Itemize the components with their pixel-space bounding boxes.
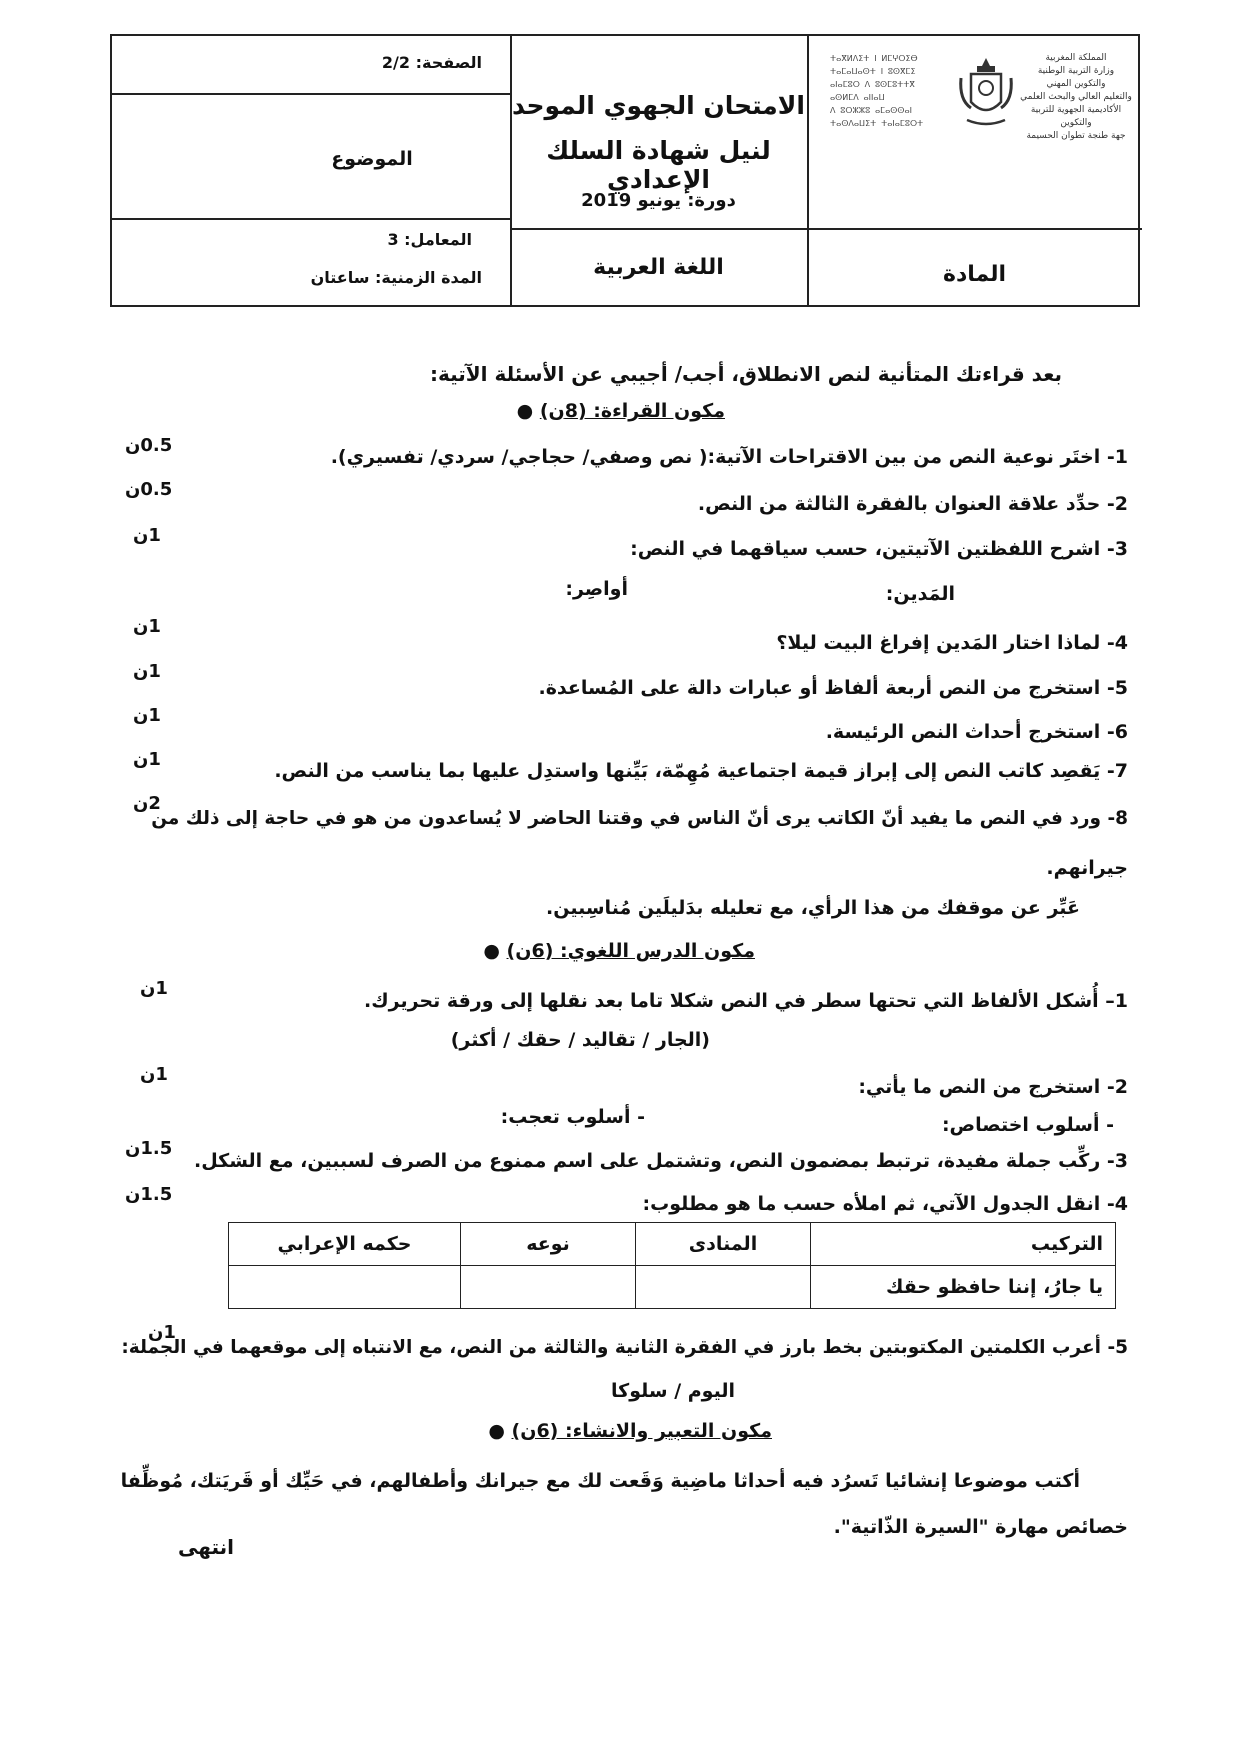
tifinagh-ministry-name: ⵜⴰⴳⵍⴷⵉⵜ ⵏ ⵍⵎⵖⵔⵉⴱ ⵜⴰⵎⴰⵡⴰⵙⵜ ⵏ ⵓⵙⴳⵎⵉ ⴰⵏⴰⵎⵓⵔ ⴷ ⵓⵙⵎⵓⵜⵜⴳ ⴰⵙⵍⵎⴷ ⴰⵏⵏⴰⵡ ⴷ ⵓⵔⵣⵣⵓ ⴰⵎⴰⵙⵙⴰⵏ ⵜⴰⵙⴷⴰⵡⵉⵜ ⵜⴰⵏⴰⵎⵓⵔⵜ: [830, 54, 924, 128]
points-label: 1ن: [133, 616, 161, 637]
table-cell: [461, 1266, 636, 1309]
writing-prompt-line1: أكتب موضوعا إنشائيا تَسرُد فيه أحداثا ماضِية وَقَعت لك مع جيرانك وأطفالهم، في حَيِّك أو قَريَتك، مُوظِّفا: [120, 1470, 1080, 1492]
ministry-name: المملكة المغربية وزارة التربية الوطنية والتكوين المهني والتعليم العالي والبحث العلمي الأكاديمية الجهوية للتربية والتكوين جهة طنجة تطوان الحسيمة: [1020, 53, 1132, 141]
reading-q5: 5- استخرج من النص أربعة ألفاظ أو عبارات دالة على المُساعدة.: [538, 677, 1128, 699]
points-label: 1.5ن: [125, 1138, 173, 1159]
reading-q6: 6- استخرج أحداث النص الرئيسة.: [825, 721, 1128, 743]
reading-q8-cont: جيرانهم.: [1046, 857, 1128, 879]
coefficient: المعامل: 3: [387, 230, 472, 249]
reading-q8: 8- ورد في النص ما يفيد أنّ الكاتب يرى أنّ الناس في وقتنا الحاضر لا يُساعدون من هو في حاجة إلى ذلك من: [151, 808, 1128, 829]
subject-label: المادة: [942, 262, 1007, 287]
points-label: 2ن: [133, 793, 161, 814]
writing-section-title: مكون التعبير والانشاء: (6ن) ●: [488, 1420, 772, 1442]
points-label: 0.5ن: [125, 479, 173, 500]
language-section-title: مكون الدرس اللغوي: (6ن) ●: [483, 940, 755, 962]
language-q3: 3- ركِّب جملة مفيدة، ترتبط بمضمون النص، وتشتمل على اسم ممنوع من الصرف لسببين، مع الشكل.: [193, 1150, 1128, 1172]
reading-q3-word1: المَدين:: [885, 583, 955, 605]
table-header: التركيب: [811, 1223, 1116, 1266]
exam-header: [110, 34, 1140, 307]
exam-session: دورة: يونيو 2019: [581, 190, 736, 211]
reading-section-title: مكون القراءة: (8ن) ●: [516, 400, 725, 422]
writing-prompt-line2: خصائص مهارة "السيرة الذّاتية".: [833, 1516, 1128, 1538]
table-cell: [229, 1266, 461, 1309]
header-divider: [112, 218, 510, 220]
points-label: 1ن: [133, 705, 161, 726]
language-q2-item1: - أسلوب اختصاص:: [941, 1114, 1114, 1136]
reading-q7: 7- يَقصِد كاتب النص إلى إبراز قيمة اجتماعية مُهِمّة، بَيِّنها واستدِل عليها بما يناسب من النص.: [274, 760, 1128, 782]
table-cell: يا جارُ، إننا حافظو حقك: [811, 1266, 1116, 1309]
points-label: 1ن: [133, 525, 161, 546]
duration: المدة الزمنية: ساعتان: [310, 268, 482, 287]
reading-q3: 3- اشرح اللفظتين الآتيتين، حسب سياقهما في النص:: [630, 538, 1128, 560]
reading-q8-task: عَبِّر عن موقفك من هذا الرأي، مع تعليله بدَليلَين مُناسِبين.: [546, 897, 1080, 919]
reading-q2: 2- حدِّد علاقة العنوان بالفقرة الثالثة من النص.: [697, 493, 1128, 515]
points-label: 1ن: [148, 1322, 176, 1343]
table-header: المنادى: [636, 1223, 811, 1266]
coat-of-arms-logo: [957, 56, 1015, 134]
reading-q1: 1- اختَر نوعية النص من بين الاقتراحات الآتية:( نص وصفي/ حجاجي/ سردي/ تفسيري).: [330, 446, 1128, 468]
reading-q3-word2: أواصِر:: [565, 578, 628, 600]
language-q2: 2- استخرج من النص ما يأتي:: [858, 1076, 1128, 1098]
points-label: 1ن: [133, 749, 161, 770]
syntax-table: [228, 1222, 1116, 1309]
table-header: نوعه: [461, 1223, 636, 1266]
language-q2-item2: - أسلوب تعجب:: [500, 1106, 645, 1128]
language-q5-words: اليوم / سلوكا: [611, 1380, 735, 1402]
language-q5: 5- أعرب الكلمتين المكتوبتين بخط بارز في الفقرة الثانية والثالثة من النص، مع الانتباه إلى موقعهما في الجملة:: [121, 1337, 1128, 1358]
page-number: الصفحة: 2/2: [381, 53, 482, 72]
points-label: 1ن: [140, 1064, 168, 1085]
reading-q4: 4- لماذا اختار المَدين إفراغ البيت ليلا؟: [776, 632, 1128, 654]
exam-title-line1: الامتحان الجهوي الموحد: [512, 91, 805, 120]
table-header-row: [229, 1223, 1116, 1266]
subject-type: الموضوع: [331, 148, 413, 170]
end-marker: انتهى: [178, 1535, 234, 1559]
instructions: بعد قراءتك المتأنية لنص الانطلاق، أجب/ أجيبي عن الأسئلة الآتية:: [429, 362, 1062, 386]
points-label: 1ن: [140, 978, 168, 999]
points-label: 1ن: [133, 661, 161, 682]
table-cell: [636, 1266, 811, 1309]
exam-title-line2: لنيل شهادة السلك الإعدادي: [546, 136, 771, 194]
language-q4: 4- انقل الجدول الآتي، ثم املأه حسب ما هو مطلوب:: [642, 1193, 1128, 1215]
header-divider: [112, 93, 510, 95]
table-header: حكمه الإعرابي: [229, 1223, 461, 1266]
points-label: 1.5ن: [125, 1184, 173, 1205]
subject-name: اللغة العربية: [593, 255, 724, 280]
header-divider: [510, 228, 1142, 230]
language-q1: 1– أُشكل الألفاظ التي تحتها سطر في النص شكلا تاما بعد نقلها إلى ورقة تحريرك.: [364, 990, 1128, 1012]
points-label: 0.5ن: [125, 435, 173, 456]
language-q1-words: (الجار / تقاليد / حقك / أكثر): [450, 1029, 710, 1051]
table-row: [229, 1266, 1116, 1309]
